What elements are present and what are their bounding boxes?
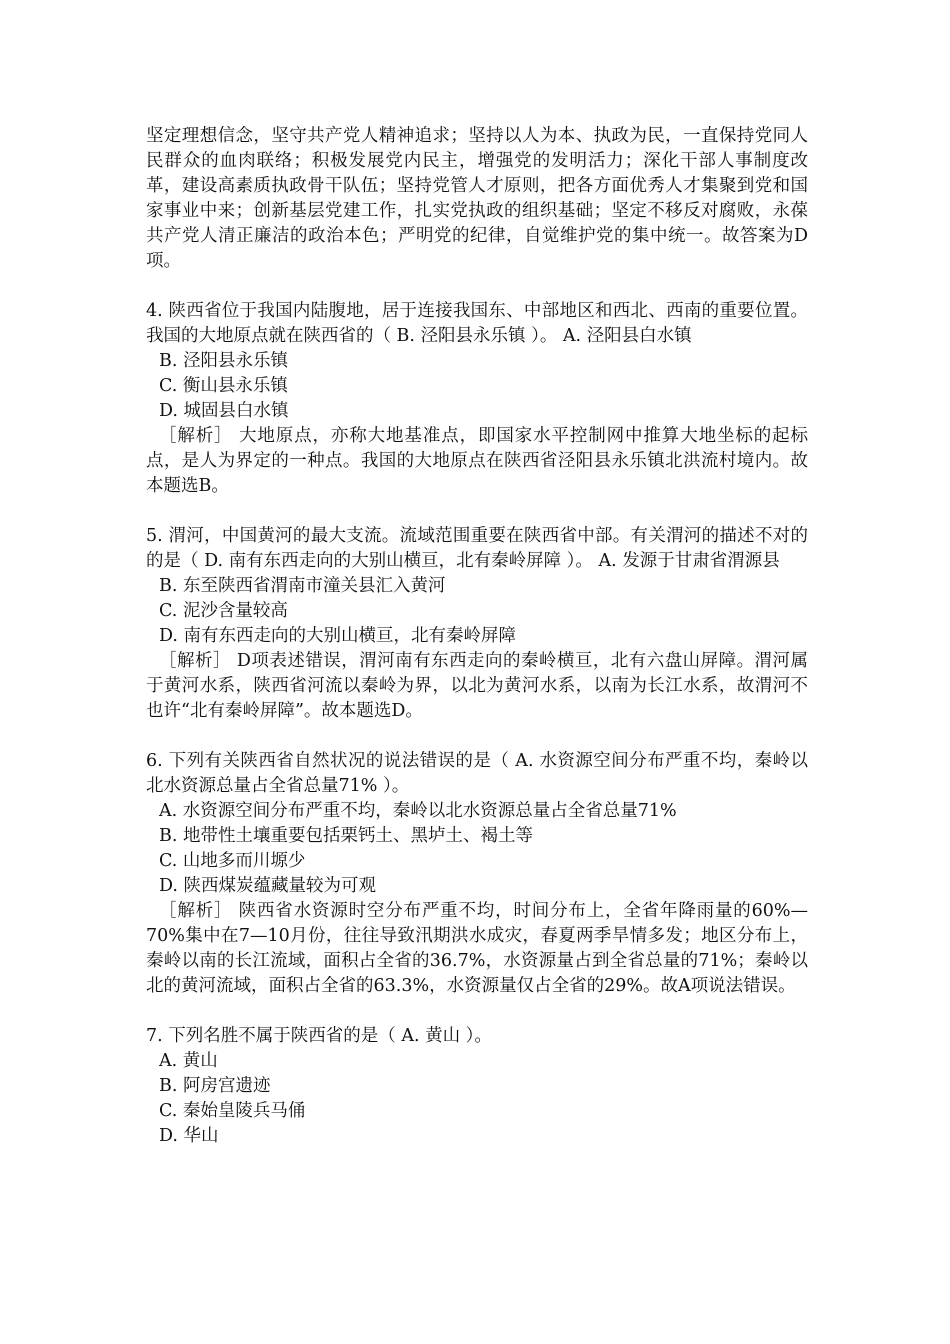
question-block (146, 299, 808, 499)
answer-option: A. 黄山 (159, 1051, 218, 1071)
question-text: 6. 下列有关陕西省自然状况的说法错误的是（ A. 水资源空间分布严重不均，秦岭以北水资源总量占全省总量71% ）。 (146, 751, 808, 796)
answer-option: D. 陕西煤炭蕴藏量较为可观 (159, 876, 377, 896)
question-text: 5. 渭河，中国黄河的最大支流。流域范围重要在陕西省中部。有关渭河的描述不对的的是（ D. 南有东西走向的大别山横亘，北有秦岭屏障 ）。 A. 发源于甘肃省渭源县 (146, 526, 808, 571)
answer-option: C. 泥沙含量较高 (159, 601, 288, 621)
answer-option: B. 地带性土壤重要包括栗钙土、黑垆土、褐土等 (159, 826, 533, 846)
question-block (146, 524, 808, 724)
answer-option: A. 水资源空间分布严重不均，秦岭以北水资源总量占全省总量71% (159, 801, 677, 821)
question-block (146, 749, 808, 999)
paragraph-gap (146, 724, 808, 749)
analysis-text: ［解析］ 陕西省水资源时空分布严重不均，时间分布上，全省年降雨量的60%—70%集中在7—10月份，往往导致汛期洪水成灾，春夏两季旱情多发；地区分布上，秦岭以南的长江流域，面积占全省的36.7%，水资源量占到全省总量的71%；秦岭以北的黄河流域，面积占全省的63.3%，水资源量仅占全省的29%。故A项说法错误。 (146, 901, 808, 996)
answer-option: D. 南有东西走向的大别山横亘，北有秦岭屏障 (159, 626, 517, 646)
analysis-text: ［解析］ D项表述错误，渭河南有东西走向的秦岭横亘，北有六盘山屏障。渭河属于黄河水系，陕西省河流以秦岭为界，以北为黄河水系，以南为长江水系，故渭河不也许“北有秦岭屏障”。故本题选D。 (146, 651, 808, 721)
question-block (146, 1024, 808, 1149)
question-text: 4. 陕西省位于我国内陆腹地，居于连接我国东、中部地区和西北、西南的重要位置。我国的大地原点就在陕西省的（ B. 泾阳县永乐镇 ）。 A. 泾阳县白水镇 (146, 301, 808, 346)
paragraph-gap (146, 274, 808, 299)
paragraph-gap (146, 499, 808, 524)
answer-option: B. 阿房宫遗迹 (159, 1076, 271, 1096)
document-body (146, 124, 808, 1149)
intro-paragraph: 坚定理想信念，坚守共产党人精神追求；坚持以人为本、执政为民，一直保持党同人民群众的血肉联络；积极发展党内民主，增强党的发明活力；深化干部人事制度改革，建设高素质执政骨干队伍；坚持党管人才原则，把各方面优秀人才集聚到党和国家事业中来；创新基层党建工作，扎实党执政的组织基础；坚定不移反对腐败，永葆共产党人清正廉洁的政治本色；严明党的纪律，自觉维护党的集中统一。故答案为D项。 (146, 126, 808, 271)
answer-option: D. 城固县白水镇 (159, 401, 289, 421)
question-text: 7. 下列名胜不属于陕西省的是（ A. 黄山 ）。 (146, 1026, 492, 1046)
answer-option: C. 山地多而川塬少 (159, 851, 306, 871)
answer-option: D. 华山 (159, 1126, 219, 1146)
answer-option: B. 泾阳县永乐镇 (159, 351, 288, 371)
answer-option: C. 衡山县永乐镇 (159, 376, 288, 396)
analysis-text: ［解析］ 大地原点，亦称大地基准点，即国家水平控制网中推算大地坐标的起标点，是人为界定的一种点。我国的大地原点在陕西省泾阳县永乐镇北洪流村境内。故本题选B。 (146, 426, 808, 496)
answer-option: C. 秦始皇陵兵马俑 (159, 1101, 306, 1121)
paragraph-gap (146, 999, 808, 1024)
answer-option: B. 东至陕西省渭南市潼关县汇入黄河 (159, 576, 446, 596)
